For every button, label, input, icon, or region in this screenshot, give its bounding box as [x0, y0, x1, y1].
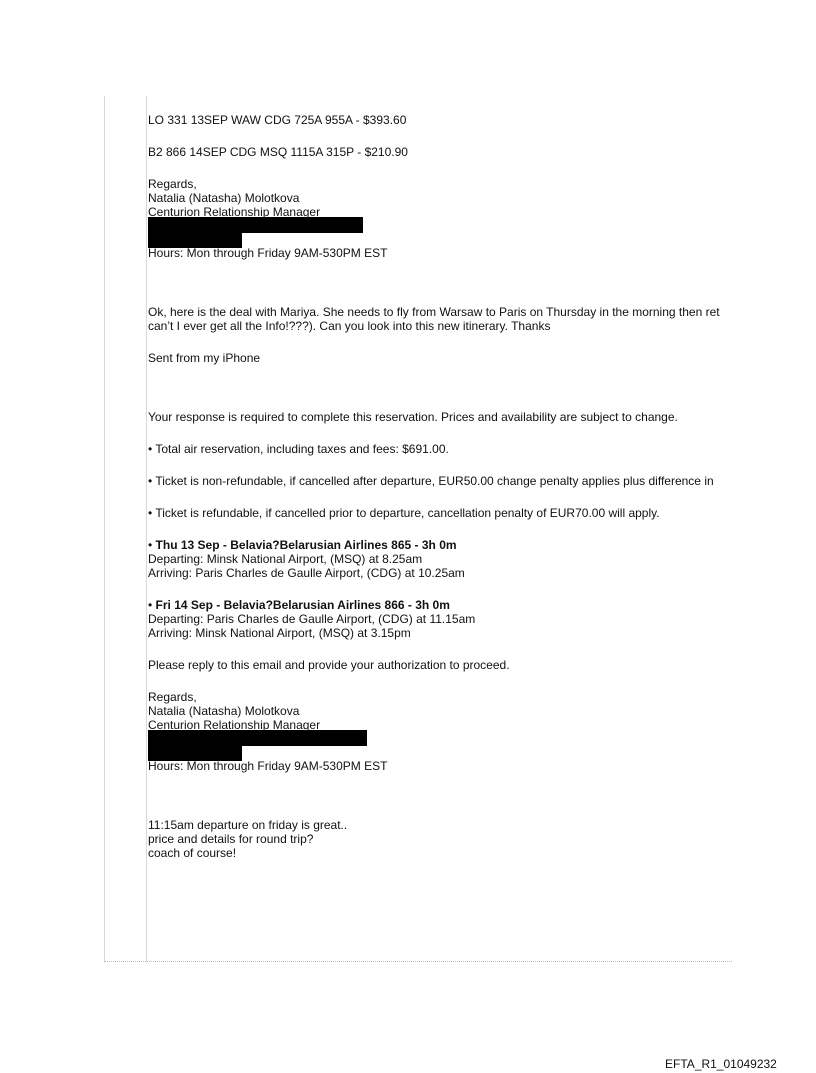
- document-id: EFTA_R1_01049232: [665, 1057, 777, 1071]
- flight-quote-line: B2 866 14SEP CDG MSQ 1115A 315P - $210.90: [148, 145, 408, 159]
- segment-bullet: •: [148, 538, 156, 552]
- signature-block: [148, 690, 816, 773]
- reply-line: coach of course!: [148, 846, 237, 860]
- segment-bullet: •: [148, 598, 156, 612]
- signature-regards: Regards,: [148, 690, 197, 704]
- signature-hours: Hours: Mon through Friday 9AM-530PM EST: [148, 759, 388, 773]
- message-body: Ok, here is the deal with Mariya. She needs to fly from Warsaw to Paris on Thursday in the morning then ret: [148, 305, 720, 319]
- flight-segment: [148, 598, 816, 640]
- message-body: can’t I ever get all the Info!???). Can you look into this new itinerary. Thanks: [148, 319, 551, 333]
- signature-title: Centurion Relationship Manager: [148, 205, 321, 219]
- reply-line: 11:15am departure on friday is great..: [148, 818, 348, 832]
- segment-arriving: Arriving: Minsk National Airport, (MSQ) at 3.15pm: [148, 626, 411, 640]
- sent-from-line: Sent from my iPhone: [148, 351, 261, 365]
- redaction-bar: [148, 730, 367, 746]
- segment-departing: Departing: Minsk National Airport, (MSQ) at 8.25am: [148, 552, 423, 566]
- frame-left-border-outer: [104, 96, 105, 962]
- reservation-bullet: • Total air reservation, including taxes and fees: $691.00.: [148, 442, 449, 456]
- flight-segment: [148, 538, 816, 580]
- reservation-bullet: • Ticket is non-refundable, if cancelled after departure, EUR50.00 change penalty applies plus difference in: [148, 474, 714, 488]
- segment-heading: Fri 14 Sep - Belavia?Belarusian Airlines 866 - 3h 0m: [155, 598, 450, 612]
- frame-bottom-border: [104, 961, 732, 962]
- signature-hours: Hours: Mon through Friday 9AM-530PM EST: [148, 246, 388, 260]
- reply-line: price and details for round trip?: [148, 832, 314, 846]
- reservation-closing: Please reply to this email and provide your authorization to proceed.: [148, 658, 510, 672]
- email-thread: [148, 113, 816, 860]
- flight-quote-line: LO 331 13SEP WAW CDG 725A 955A - $393.60: [148, 113, 407, 127]
- signature-block: [148, 177, 816, 260]
- segment-arriving: Arriving: Paris Charles de Gaulle Airport, (CDG) at 10.25am: [148, 566, 465, 580]
- redaction-bar: [148, 217, 363, 233]
- signature-name: Natalia (Natasha) Molotkova: [148, 191, 300, 205]
- reservation-bullet: • Ticket is refundable, if cancelled prior to departure, cancellation penalty of EUR70.00 will apply.: [148, 506, 660, 520]
- signature-title: Centurion Relationship Manager: [148, 718, 321, 732]
- signature-name: Natalia (Natasha) Molotkova: [148, 704, 300, 718]
- segment-heading: Thu 13 Sep - Belavia?Belarusian Airlines 865 - 3h 0m: [155, 538, 457, 552]
- signature-regards: Regards,: [148, 177, 197, 191]
- reservation-intro: Your response is required to complete this reservation. Prices and availability are subject to change.: [148, 410, 678, 424]
- frame-left-border-inner: [146, 96, 147, 962]
- segment-departing: Departing: Paris Charles de Gaulle Airport, (CDG) at 11.15am: [148, 612, 476, 626]
